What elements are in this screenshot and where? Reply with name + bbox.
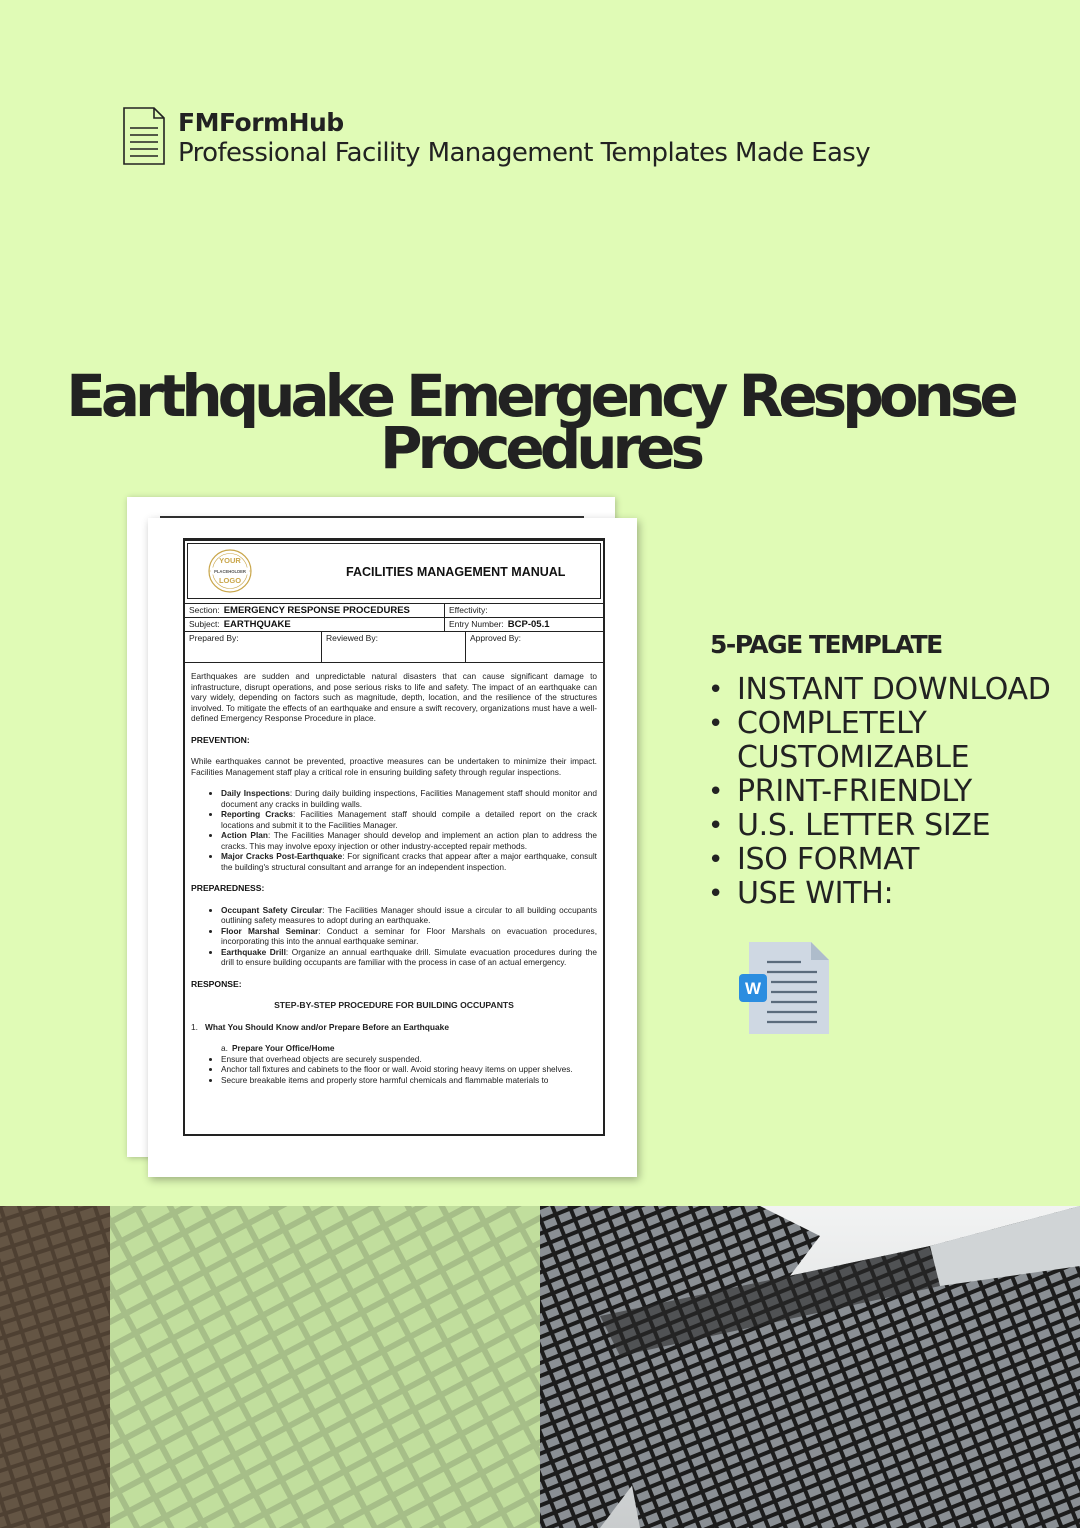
logo-text-bottom: LOGO <box>218 576 242 585</box>
list-item <box>221 809 597 830</box>
feature-heading: 5-PAGE TEMPLATE <box>710 630 942 659</box>
brand-tagline: Professional Facility Management Templates Made Easy <box>178 138 871 168</box>
item-term: Major Cracks Post-Earthquake <box>221 851 343 861</box>
meta-divider <box>321 632 322 662</box>
feature-item: • USE WITH: <box>710 877 1080 911</box>
document-preview-page <box>148 518 637 1177</box>
word-document-icon <box>737 940 831 1036</box>
list-item: • Anchor tall fixtures and cabinets to the floor or wall. Avoid storing heavy items on upper shelves. <box>221 1064 597 1075</box>
list-item <box>221 788 597 809</box>
item-text: : During daily building inspections, Facilities Management staff should monitor and document any cracks in building walls. <box>221 788 597 809</box>
page-title-line-2: Procedures <box>380 414 700 482</box>
sub-step-a <box>191 1043 597 1054</box>
item-text: : Conduct a seminar for Floor Marshals on evacuation procedures, incorporating this into the annual earthquake seminar. <box>221 925 597 946</box>
list-item <box>221 851 597 872</box>
brand-name: FMFormHub <box>178 108 344 137</box>
list-item <box>221 926 597 947</box>
item-text: : For significant cracks that appear after a major earthquake, consult the building's structural consultant and arrange for an independent inspection. <box>221 851 597 872</box>
section-label: Section: <box>189 605 220 615</box>
procedure-heading: STEP-BY-STEP PROCEDURE FOR BUILDING OCCUPANTS <box>274 1000 514 1010</box>
placeholder-logo <box>202 548 262 594</box>
item-term: Floor Marshal Seminar <box>221 925 319 936</box>
list-item <box>221 905 597 926</box>
entry-value: BCP-05.1 <box>507 619 550 630</box>
document-body <box>191 671 597 1085</box>
section-value: EMERGENCY RESPONSE PROCEDURES <box>223 605 410 616</box>
item-term: Reporting Cracks <box>221 809 293 819</box>
word-letter: W <box>744 979 762 998</box>
item-text: : The Facilities Manager should develop and implement an action plan to address the cracks. This may involve epoxy injection or other industry-accepted repair methods. <box>221 830 598 851</box>
manual-title: FACILITIES MANAGEMENT MANUAL <box>346 565 566 579</box>
meta-divider <box>444 604 445 617</box>
subject-value: EARTHQUAKE <box>223 619 291 630</box>
approved-by-label: Approved By: <box>470 633 522 643</box>
intro-paragraph: Earthquakes are sudden and unpredictable natural disasters that can cause significant damage to infrastructure, disrupt operations, and pose serious risks to life and safety. The impact of an earthquake can vary widely, depending on factors such as magnitude, depth, location, and the resilience of the structures involved. To mitigate the effects of an earthquake and ensure a swift recovery, organizations must have a well-defined Emergency Response Procedure in place. <box>191 671 597 723</box>
sub-step-letter: a. <box>221 1043 228 1053</box>
item-text: : The Facilities Manager should issue a circular to all building occupants outlining safety measures to adopt during an earthquake. <box>221 904 597 925</box>
meta-row-signatures <box>185 631 603 663</box>
section-cell <box>189 605 410 616</box>
reviewed-by-label: Reviewed By: <box>326 633 378 643</box>
item-term: Action Plan <box>221 830 268 840</box>
brand-header <box>122 106 882 170</box>
item-term: Occupant Safety Circular <box>221 904 323 915</box>
item-term: Earthquake Drill <box>221 946 286 957</box>
feature-item: • U.S. LETTER SIZE <box>710 809 1080 843</box>
logo-text-middle: PLACEHOLDER <box>214 569 246 574</box>
document-meta-table <box>185 603 603 663</box>
preparedness-heading: PREPAREDNESS: <box>191 883 265 893</box>
step-1 <box>191 1022 597 1033</box>
meta-row-subject <box>185 617 603 631</box>
subject-label: Subject: <box>189 619 220 629</box>
entry-label: Entry Number: <box>449 619 504 629</box>
feature-item: • PRINT-FRIENDLY <box>710 775 1080 809</box>
prevention-heading: PREVENTION: <box>191 734 250 745</box>
prevention-paragraph: While earthquakes cannot be prevented, proactive measures can be undertaken to minimize their impact. Facilities Management staff play a critical role in ensuring building safety through regular inspections. <box>191 756 597 777</box>
response-heading: RESPONSE: <box>191 978 242 989</box>
list-item <box>221 830 597 851</box>
document-icon <box>122 106 166 166</box>
sub-step-a-list <box>191 1054 597 1086</box>
skyscraper-photo <box>0 1206 1080 1528</box>
list-item: • Secure breakable items and properly store harmful chemicals and flammable materials to <box>221 1075 597 1086</box>
prevention-list <box>191 788 597 872</box>
sub-step-text: Prepare Your Office/Home <box>232 1043 335 1053</box>
prepared-by-label: Prepared By: <box>189 633 239 643</box>
list-item <box>221 947 597 968</box>
item-term: Daily Inspections <box>221 788 290 798</box>
entry-cell <box>449 619 550 630</box>
feature-list <box>710 673 1080 911</box>
feature-item: • INSTANT DOWNLOAD <box>710 673 1080 707</box>
step-text: What You Should Know and/or Prepare Before an Earthquake <box>205 1021 449 1032</box>
page-title-line-1: Earthquake Emergency Response <box>66 362 1014 430</box>
logo-text-top: YOUR <box>219 556 241 565</box>
meta-divider <box>444 618 445 631</box>
effectivity-label: Effectivity: <box>449 605 488 615</box>
list-item: • Ensure that overhead objects are securely suspended. <box>221 1054 597 1065</box>
subject-cell <box>189 619 291 630</box>
feature-item: • ISO FORMAT <box>710 843 1080 877</box>
step-number: 1. <box>191 1021 198 1032</box>
meta-divider <box>465 632 466 662</box>
document-header <box>187 543 601 599</box>
document-frame <box>183 538 605 1136</box>
feature-item: • COMPLETELY CUSTOMIZABLE <box>710 707 997 775</box>
item-text: : Organize an annual earthquake drill. Simulate evacuation procedures during the drill to ensure building occupants are familiar with the process in case of an actual emergency. <box>221 946 597 967</box>
preparedness-list <box>191 905 597 968</box>
feature-panel <box>710 630 1080 911</box>
meta-row-section <box>185 603 603 617</box>
item-text: : Facilities Management staff should compile a detailed report on the crack locations and submit it to the Facilities Manager. <box>221 809 597 830</box>
